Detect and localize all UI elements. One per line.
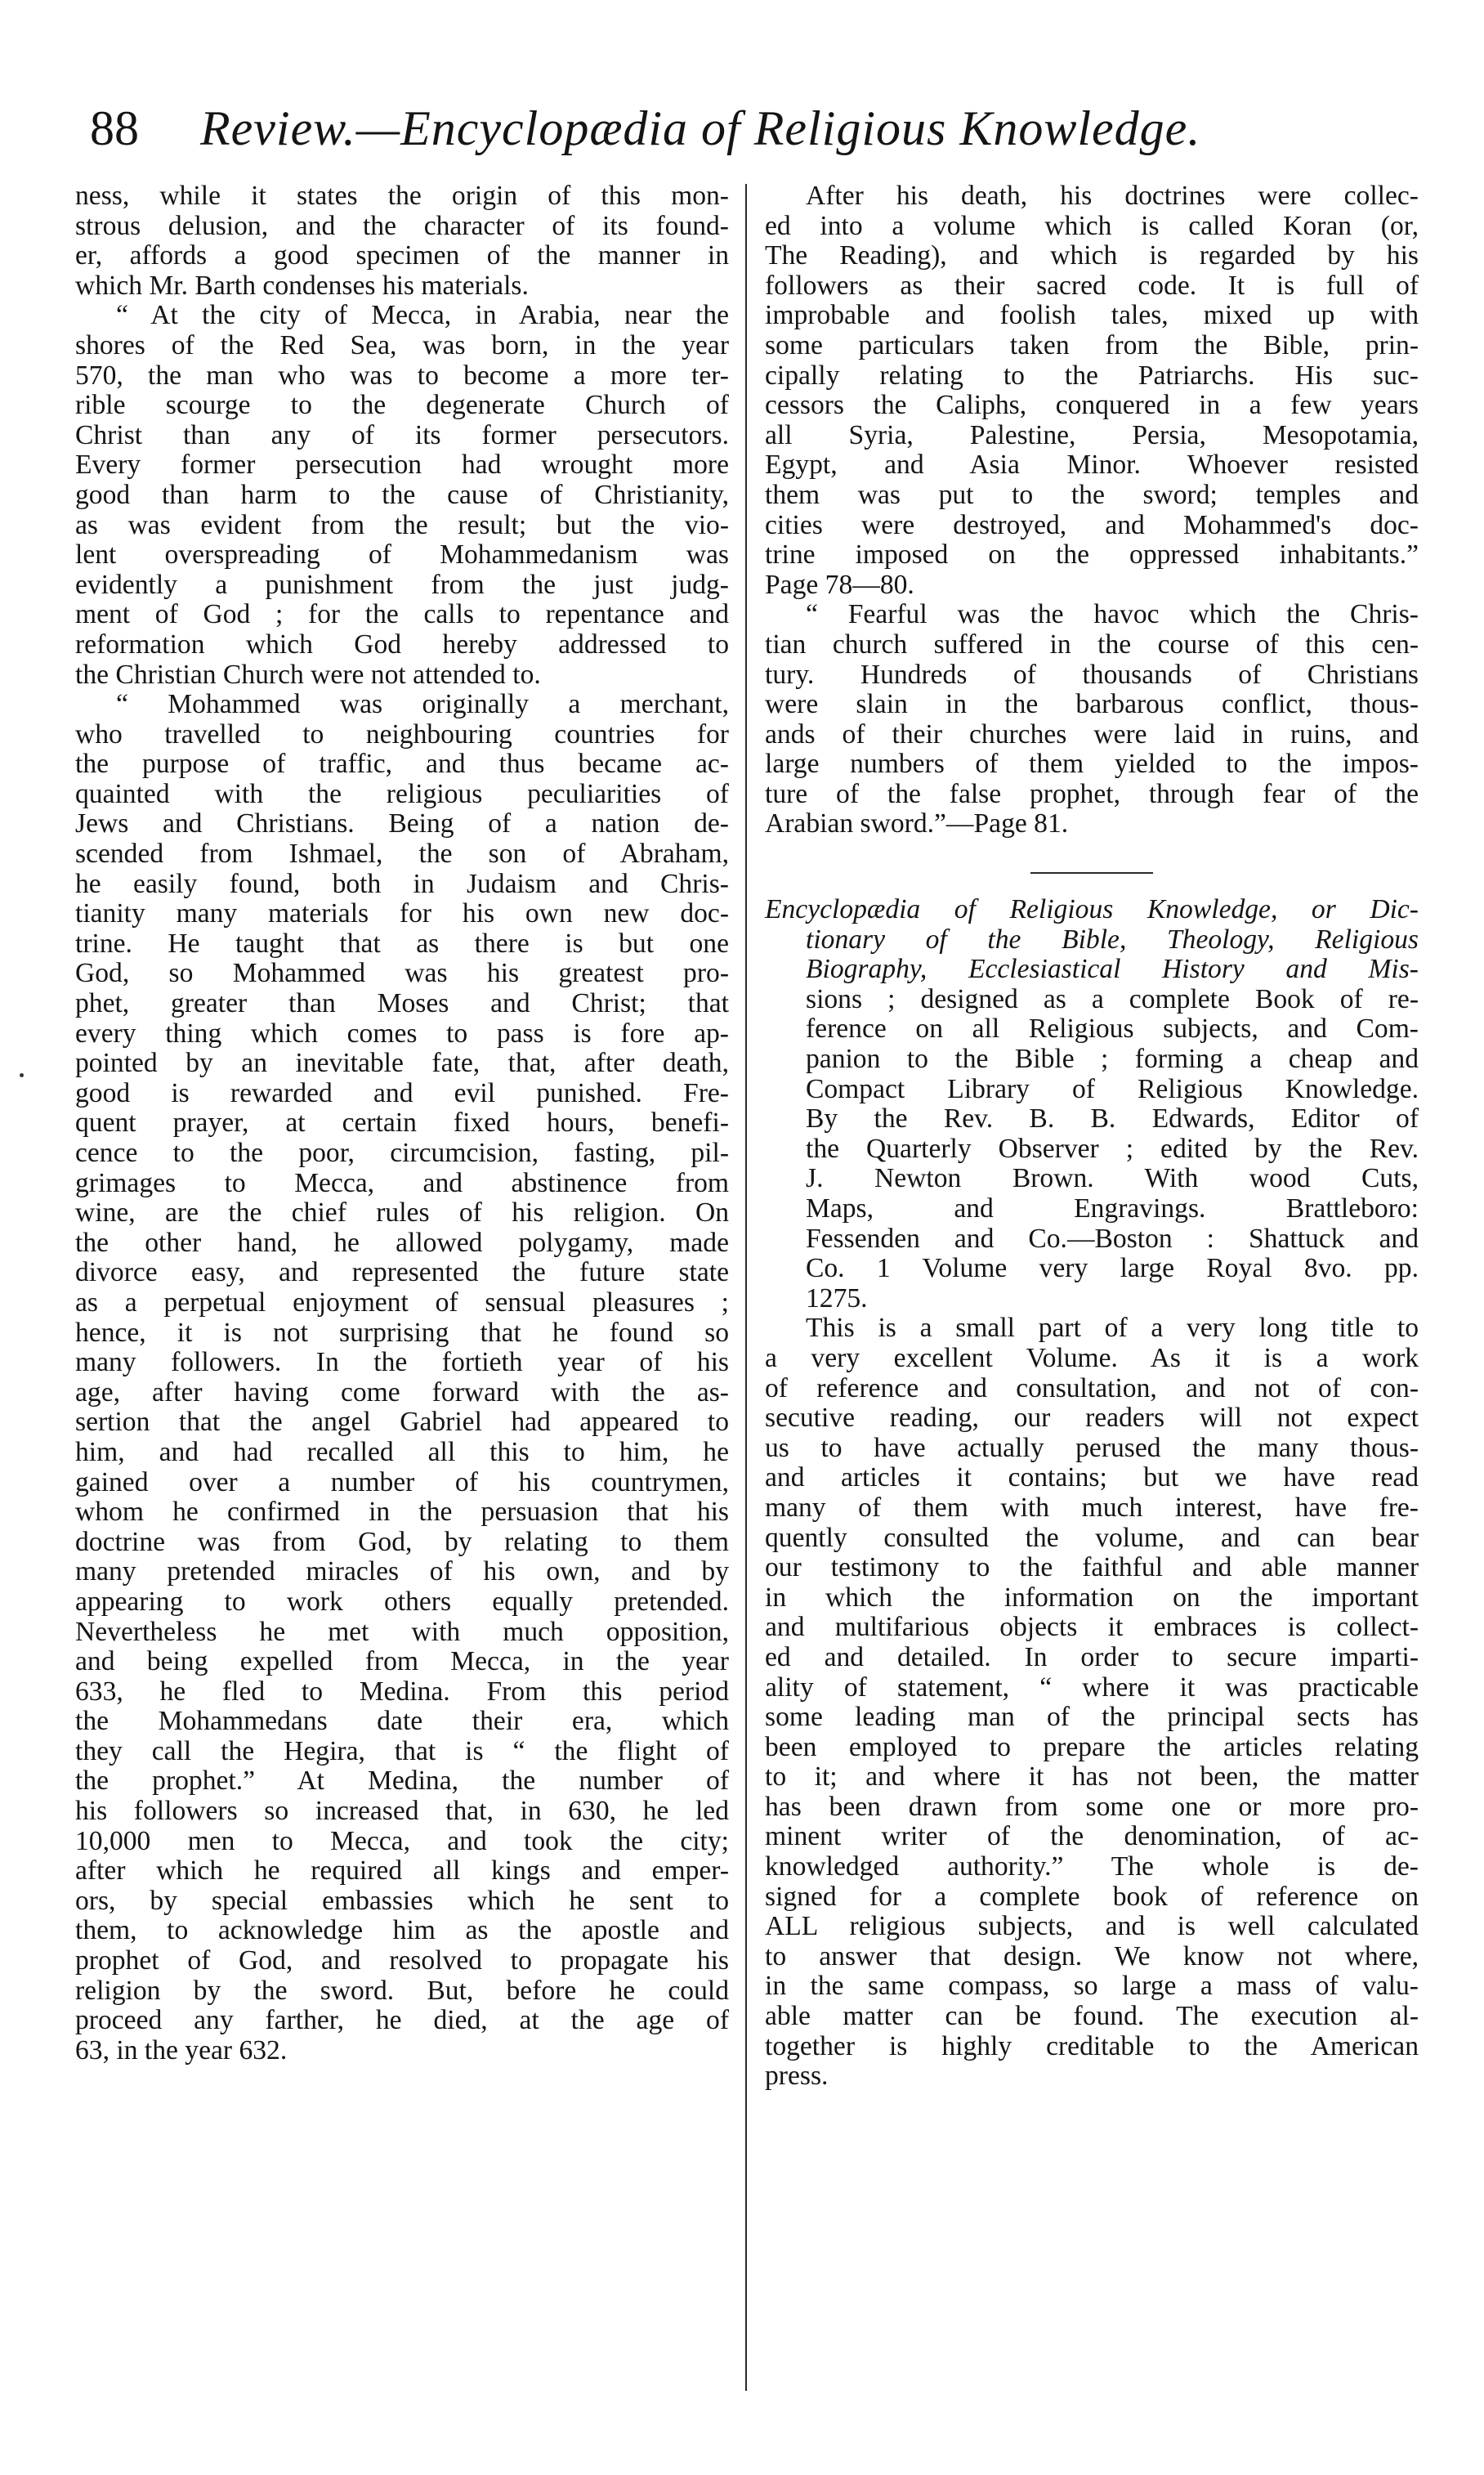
column-rule [745,184,747,2391]
text-line: in the same compass, so large a mass of valu- [765,1971,1419,2002]
text-line: and articles it contains; but we have read [765,1462,1419,1493]
text-line: By the Rev. B. B. Edwards, Editor of [806,1103,1419,1135]
text-line: all Syria, Palestine, Persia, Mesopotamia, [765,419,1419,450]
text-line: wine, are the chief rules of his religion. On [75,1197,729,1229]
text-line: Biography, Ecclesiastical History and Mis- [806,954,1419,985]
text-line: “ Fearful was the havoc which the Chris- [806,599,1419,630]
text-line: which Mr. Barth condenses his materials. [75,270,529,301]
text-line: doctrine was from God, by relating to them [75,1526,729,1557]
text-line: J. Newton Brown. With wood Cuts, [806,1163,1419,1194]
text-line: they call the Hegira, that is “ the flight of [75,1735,729,1766]
text-line: many of them with much interest, have fre- [765,1492,1419,1523]
running-head [90,92,1397,165]
text-line: signed for a complete book of reference on [765,1881,1419,1912]
text-line: prophet of God, and resolved to propagate his [75,1945,729,1976]
text-line: 633, he fled to Medina. From this period [75,1676,729,1707]
text-line: 10,000 men to Mecca, and took the city; [75,1825,729,1856]
text-line: ed and detailed. In order to secure imparti- [765,1641,1419,1672]
text-line: trine imposed on the oppressed inhabitants.” [765,539,1419,571]
text-line: sertion that the angel Gabriel had appeared to [75,1407,729,1438]
text-line: a very excellent Volume. As it is a work [765,1342,1419,1373]
text-line: age, after having come forward with the as- [75,1376,729,1408]
text-line: Encyclopædia of Religious Knowledge, or Dic- [765,894,1419,925]
text-line: religion by the sword. But, before he could [75,1975,729,2006]
text-line: the purpose of traffic, and thus became ac- [75,749,729,780]
text-line: good than harm to the cause of Christianity, [75,479,729,510]
text-line: them, to acknowledge him as the apostle and [75,1915,729,1946]
text-line: ality of statement, “ where it was practicable [765,1672,1419,1703]
text-line: shores of the Red Sea, was born, in the year [75,329,729,360]
paragraph [765,1314,1419,2091]
text-line: 570, the man who was to become a more ter- [75,360,729,391]
text-line: scended from Ishmael, the son of Abraham, [75,839,729,870]
text-line: This is a small part of a very long title to [806,1313,1419,1344]
text-line: press. [765,2061,829,2092]
text-line: Egypt, and Asia Minor. Whoever resisted [765,450,1419,481]
text-line: minent writer of the denomination, of ac- [765,1821,1419,1852]
text-line: in which the information on the important [765,1582,1419,1613]
left-column [75,181,729,2065]
text-line: 63, in the year 632. [75,2034,288,2065]
text-line: ors, by special embassies which he sent to [75,1885,729,1916]
text-line: whom he confirmed in the persuasion that his [75,1497,729,1528]
text-line: evidently a punishment from the just judg- [75,569,729,600]
text-line: grimages to Mecca, and abstinence from [75,1167,729,1198]
paragraph [75,690,729,2065]
text-line: The Reading), and which is regarded by his [765,240,1419,271]
text-line: his followers so increased that, in 630, he led [75,1796,729,1827]
text-line: tianity many materials for his own new doc- [75,898,729,929]
paragraph [75,181,729,301]
text-line: divorce easy, and represented the future state [75,1257,729,1288]
text-line: been employed to prepare the articles relating [765,1731,1419,1762]
paragraph [765,181,1419,600]
text-line: Compact Library of Religious Knowledge. [806,1073,1419,1104]
text-line: tian church suffered in the course of this cen- [765,629,1419,660]
text-line: who travelled to neighbouring countries for [75,718,729,750]
text-line: followers as their sacred code. It is full of [765,270,1419,301]
text-line: rible scourge to the degenerate Church of [75,390,729,421]
text-line: secutive reading, our readers will not expect [765,1403,1419,1434]
paragraph [765,600,1419,839]
text-line: every thing which comes to pass is fore ap- [75,1018,729,1049]
text-line: he easily found, both in Judaism and Chris- [75,868,729,899]
text-line: ed into a volume which is called Koran (or, [765,210,1419,241]
text-line: ALL religious subjects, and is well calculated [765,1911,1419,1942]
text-line: many followers. In the fortieth year of his [75,1347,729,1378]
text-line: the other hand, he allowed polygamy, made [75,1227,729,1258]
text-line: some leading man of the principal sects has [765,1702,1419,1733]
text-line: er, affords a good specimen of the manner in [75,240,729,271]
text-line: quently consulted the volume, and can bear [765,1522,1419,1553]
text-line: ture of the false prophet, through fear of the [765,778,1419,809]
text-line: phet, greater than Moses and Christ; that [75,988,729,1019]
text-line: them was put to the sword; temples and [765,479,1419,510]
book-notice [765,895,1419,1314]
text-line: quent prayer, at certain fixed hours, benefi- [75,1108,729,1139]
text-line: pointed by an inevitable fate, that, after death, [75,1048,729,1079]
text-line: improbable and foolish tales, mixed up with [765,300,1419,331]
text-line: panion to the Bible ; forming a cheap and [806,1044,1419,1075]
text-line: Every former persecution had wrought more [75,450,729,481]
margin-speck [20,1073,24,1077]
text-line: sions ; designed as a complete Book of re- [806,983,1419,1014]
text-line: Nevertheless he met with much opposition, [75,1616,729,1647]
text-line: tury. Hundreds of thousands of Christians [765,659,1419,690]
right-column [765,181,1419,2092]
text-line: were slain in the barbarous conflict, thous- [765,689,1419,720]
text-line: the prophet.” At Medina, the number of [75,1766,729,1797]
text-line: Arabian sword.”—Page 81. [765,808,1069,839]
text-line: of reference and consultation, and not of con- [765,1372,1419,1403]
text-line: many pretended miracles of his own, and by [75,1556,729,1587]
text-line: to it; and where it has not been, the matter [765,1761,1419,1792]
text-line: Co. 1 Volume very large Royal 8vo. pp. [806,1253,1419,1284]
text-line: Christ than any of its former persecutors. [75,419,729,450]
text-line: good is rewarded and evil punished. Fre- [75,1077,729,1108]
text-line: the Quarterly Observer ; edited by the Rev. [806,1133,1419,1164]
text-line: ference on all Religious subjects, and Com- [806,1014,1419,1045]
text-line: trine. He taught that as there is but one [75,928,729,959]
text-line: the Christian Church were not attended to. [75,659,541,690]
text-line: 1275. [806,1282,868,1314]
text-line: tionary of the Bible, Theology, Religious [806,924,1419,955]
text-line: has been drawn from some one or more pro- [765,1791,1419,1822]
text-line: some particulars taken from the Bible, prin- [765,329,1419,360]
paragraph [75,301,729,690]
text-line: together is highly creditable to the American [765,2030,1419,2061]
text-line: knowledged authority.” The whole is de- [765,1851,1419,1882]
text-line: Page 78—80. [765,569,914,600]
text-line: hence, it is not surprising that he found so [75,1317,729,1348]
running-title: Review.—Encyclopædia of Religious Knowledge. [200,101,1201,155]
text-line: ness, while it states the origin of this mon- [75,181,729,211]
text-line: and being expelled from Mecca, in the year [75,1646,729,1677]
text-line: us to have actually perused the many thous- [765,1432,1419,1463]
text-line: strous delusion, and the character of its found- [75,210,729,241]
text-line: lent overspreading of Mohammedanism was [75,539,729,571]
text-line: gained over a number of his countrymen, [75,1466,729,1497]
text-line: Fessenden and Co.—Boston : Shattuck and [806,1223,1419,1254]
text-line: to answer that design. We know not where, [765,1940,1419,1971]
text-line: reformation which God hereby addressed to [75,629,729,660]
text-line: as was evident from the result; but the vio- [75,509,729,540]
text-line: proceed any farther, he died, at the age of [75,2005,729,2036]
text-line: appearing to work others equally pretended. [75,1586,729,1617]
text-line: our testimony to the faithful and able manner [765,1552,1419,1583]
text-line: ment of God ; for the calls to repentance and [75,599,729,630]
text-line: After his death, his doctrines were collec- [806,181,1419,211]
text-line: “ Mohammed was originally a merchant, [116,689,729,720]
text-line: and multifarious objects it embraces is collect- [765,1612,1419,1643]
text-line: large numbers of them yielded to the impos- [765,749,1419,780]
page-number: 88 [90,101,139,155]
text-line: “ At the city of Mecca, in Arabia, near the [116,300,729,331]
text-line: God, so Mohammed was his greatest pro- [75,958,729,989]
text-line: cessors the Caliphs, conquered in a few years [765,390,1419,421]
text-line: able matter can be found. The execution al- [765,2001,1419,2032]
text-line: him, and had recalled all this to him, he [75,1436,729,1467]
text-line: Jews and Christians. Being of a nation de- [75,808,729,839]
text-line: as a perpetual enjoyment of sensual pleasures ; [75,1287,729,1318]
text-line: cence to the poor, circumcision, fasting, pil- [75,1138,729,1168]
text-line: Maps, and Engravings. Brattleboro: [806,1193,1419,1224]
text-line: ands of their churches were laid in ruins, and [765,718,1419,750]
text-line: the Mohammedans date their era, which [75,1706,729,1737]
text-line: cipally relating to the Patriarchs. His suc- [765,360,1419,391]
text-line: cities were destroyed, and Mohammed's doc- [765,509,1419,540]
text-line: after which he required all kings and emper- [75,1855,729,1886]
section-divider [1030,872,1153,874]
text-line: quainted with the religious peculiarities of [75,778,729,809]
